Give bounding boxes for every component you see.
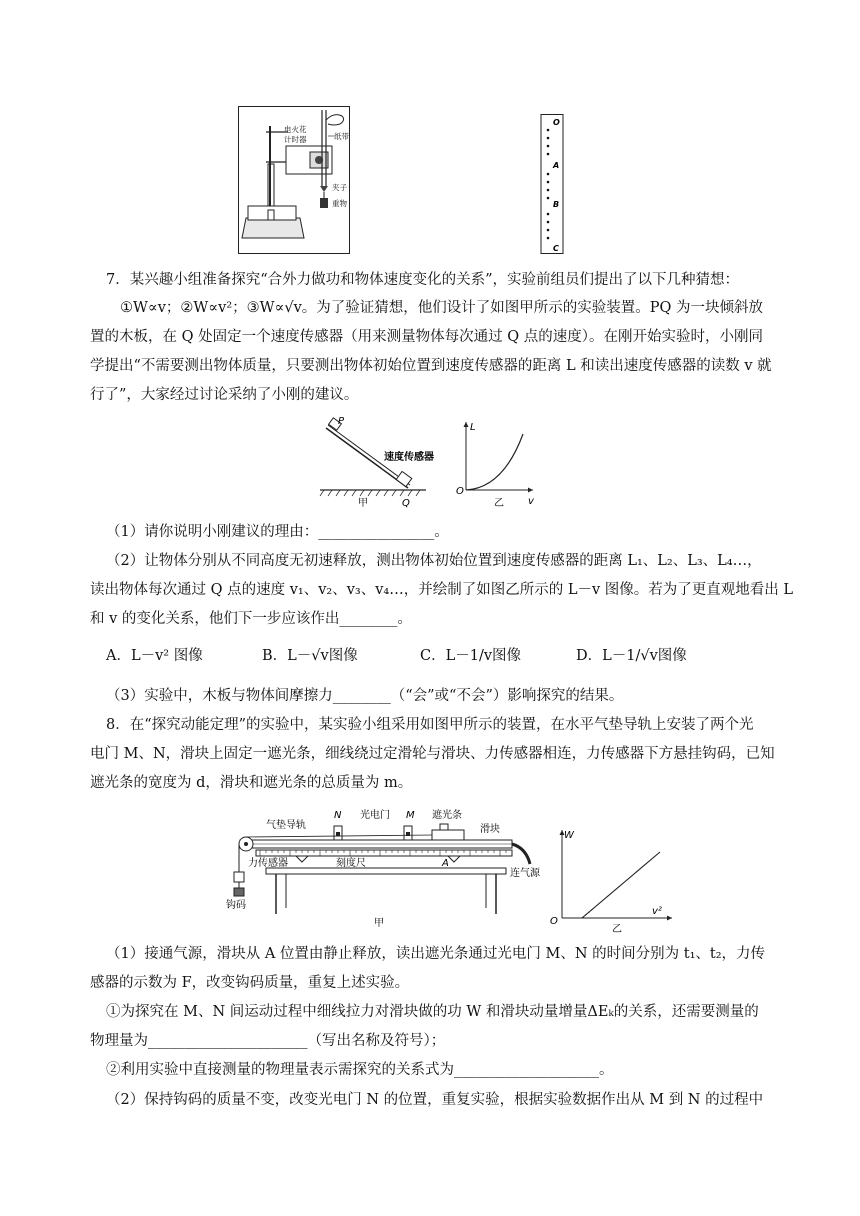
q8-sub1-line-2: 感器的示数为 F，改变钩码质量，重复上述实验。: [90, 975, 410, 991]
q7-graph-L: L: [470, 422, 476, 433]
q8-label-air: 连气源: [510, 868, 540, 879]
q7-label-sensor: 速度传感器: [384, 452, 434, 463]
q8-intro-line-2: 电门 M、N，滑块上固定一遮光条，细线绕过定滑轮与滑块、力传感器相连，力传感器下方悬挂钩码，已知: [90, 746, 775, 762]
q7-option-c: C．L－1/v图像: [420, 648, 522, 664]
q8-sub1-line-1: （1）接通气源，滑块从 A 位置由静止释放，读出遮光条通过光电门 M、N 的时间分别为 t₁、t₂，力传: [106, 946, 766, 962]
q7-option-a: A．L－v² 图像: [106, 648, 203, 664]
q8-graph-O: O: [550, 916, 558, 927]
q8-graph-W: W: [564, 830, 574, 841]
tape-label-C: C: [553, 244, 559, 253]
q7-graph-yi: 乙: [494, 498, 504, 509]
q7-label-jia: 甲: [358, 498, 368, 509]
figure-q7: [318, 414, 548, 514]
tape-dot: [547, 237, 550, 240]
tape-label-O: O: [553, 118, 560, 127]
air-track-drawing: [226, 804, 546, 930]
q8-intro-line-1: 8．在“探究动能定理”的实验中，某实验小组采用如图甲所示的装置，在水平气垫导轨上安装了两个光: [106, 717, 754, 733]
w-v2-graph: [548, 824, 678, 936]
q8-label-strip: 遮光条: [432, 810, 462, 821]
q7-sub2-line-1: （2）让物体分别从不同高度无初速释放，测出物体初始位置到速度传感器的距离 L₁、L₂、L₃、L₄…，: [106, 553, 762, 569]
tape-dot: [547, 137, 550, 140]
q7-graph-v: v: [528, 496, 534, 507]
tape-dot: [547, 145, 550, 148]
q8-graph-v2: v²: [652, 906, 662, 917]
q7-option-b: B．L－√v图像: [262, 648, 358, 664]
q8-sub1-line-4: 物理量为______________________（写出名称及符号）；: [90, 1033, 446, 1049]
q7-label-P: P: [338, 416, 345, 427]
q8-label-A: A: [442, 858, 449, 869]
q7-intro: 7．某兴趣小组准备探究“合外力做功和物体速度变化的关系”，实验前组员们提出了以下几种猜想：: [106, 272, 740, 288]
q7-hypothesis-line-1: ①W∝v；②W∝v²；③W∝√v。为了验证猜想，他们设计了如图甲所示的实验装置。PQ 为一块倾斜放: [120, 300, 764, 316]
tape-dot: [547, 213, 550, 216]
tape-label-B: B: [553, 200, 560, 209]
figure-q8-air-track: [226, 804, 546, 930]
label-tape: 纸带: [334, 132, 349, 141]
tape-dot: [547, 221, 550, 224]
q8-sub1-line-5: ②利用实验中直接测量的物理量表示需探究的关系式为____________________。: [106, 1062, 614, 1078]
q7-hypothesis-line-2: 置的木板，在 Q 处固定一个速度传感器（用来测量物体每次通过 Q 点的速度）。在刚开始实验时，小刚同: [90, 329, 763, 345]
figure-q8-graph: [548, 824, 678, 936]
paper-tape-drawing: [538, 114, 566, 254]
q8-graph-yi: 乙: [612, 924, 622, 935]
q8-label-weight: 钩码: [226, 900, 246, 911]
q8-label-jia: 甲: [374, 918, 384, 929]
q7-hypothesis-line-4: 行了”，大家经过讨论采纳了小刚的建议。: [90, 387, 359, 403]
q8-label-slider: 滑块: [480, 824, 500, 835]
label-weight: 重物: [332, 199, 347, 208]
q8-label-rail: 气垫导轨: [266, 820, 306, 831]
q7-graph-O: O: [456, 486, 464, 497]
q8-label-ruler: 刻度尺: [336, 858, 366, 869]
q7-option-d: D．L－1/√v图像: [576, 648, 687, 664]
tape-dot: [547, 229, 550, 232]
label-clip: 夹子: [332, 183, 347, 192]
tape-dot: [547, 173, 550, 176]
q7-label-Q: Q: [402, 498, 410, 509]
figure-spark-timer: [238, 106, 350, 254]
label-spark: 电火花: [284, 125, 307, 134]
q7-figure-drawing: [318, 414, 548, 514]
tape-dot: [547, 181, 550, 184]
q8-label-M: M: [406, 810, 415, 821]
tape-label-A: A: [553, 161, 560, 170]
spark-timer-drawing: [238, 106, 350, 254]
q8-label-gate: 光电门: [360, 810, 390, 821]
q7-hypothesis-line-3: 学提出“不需要测出物体质量，只要测出物体初始位置到速度传感器的距离 L 和读出速度传感器的读数 v 就: [90, 358, 772, 374]
q8-label-force: 力传感器: [248, 858, 288, 869]
q7-sub2-line-3: 和 v 的变化关系，他们下一步应该作出________。: [90, 611, 412, 627]
tape-dot: [547, 153, 550, 156]
figure-paper-tape: [538, 114, 566, 254]
tape-dot: [547, 197, 550, 200]
q8-sub2: （2）保持钩码的质量不变，改变光电门 N 的位置，重复实验，根据实验数据作出从 M 到 N 的过程中: [106, 1092, 764, 1108]
label-timer: 计时器: [284, 135, 307, 144]
q8-sub1-line-3: ①为探究在 M、N 间运动过程中细线拉力对滑块做的功 W 和滑块动量增量ΔEₖ的关系，还需要测量的: [106, 1004, 759, 1020]
q7-sub3: （3）实验中，木板与物体间摩擦力________（“会”或“不会”）影响探究的结果。: [106, 688, 624, 704]
q8-intro-line-3: 遮光条的宽度为 d，滑块和遮光条的总质量为 m。: [90, 775, 413, 791]
q7-sub1: （1）请你说明小刚建议的理由：________________。: [106, 524, 449, 540]
tape-dot: [547, 189, 550, 192]
q7-sub2-line-2: 读出物体每次通过 Q 点的速度 v₁、v₂、v₃、v₄…，并绘制了如图乙所示的 L－v 图像。若为了更直观地看出 L: [90, 582, 794, 598]
tape-dot: [547, 129, 550, 132]
q8-label-N: N: [334, 810, 342, 821]
